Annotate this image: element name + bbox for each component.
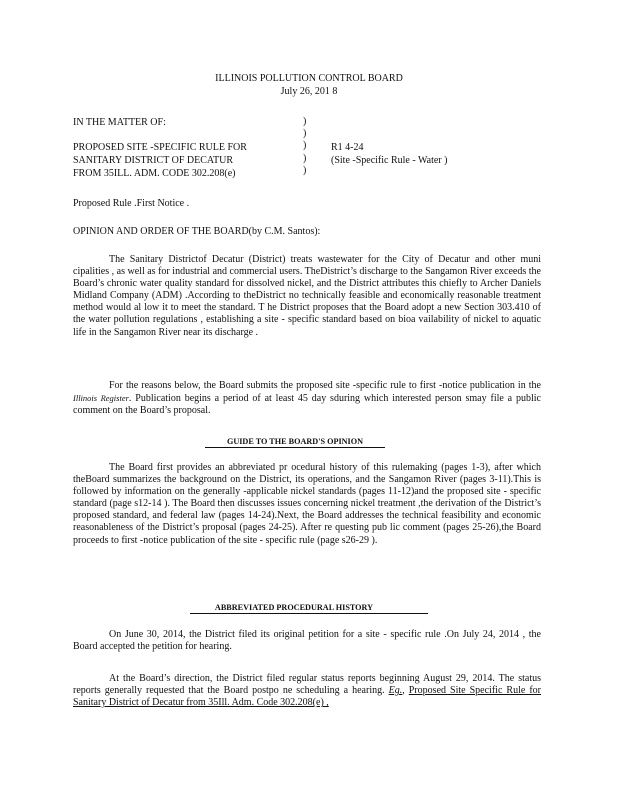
paragraph-background: [73, 254, 541, 339]
paragraph-text: For the reasons below, the Board submits the proposed site -specific rule to first -notice publication in the: [109, 380, 541, 391]
paragraph-petition: [73, 629, 541, 653]
paragraph-first-notice: [73, 380, 541, 417]
first-notice-label: Proposed Rule .First Notice .: [73, 198, 190, 209]
paren: ): [303, 128, 307, 140]
document-date: July 26, 201 8: [280, 86, 338, 97]
agency-title: ILLINOIS POLLUTION CONTROL BOARD: [215, 73, 403, 84]
paragraph-text: . Publication begins a period of at least 45 day sduring which interested person smay file a public comment on the Board’s proposal.: [73, 393, 541, 417]
procedural-history-heading: ABBREVIATED PROCEDURAL HISTORY: [214, 603, 374, 612]
paragraph-text: The Sanitary Districtof Decatur (District) treats wastewater for the City of Decatur and other muni cipalities , as well as for industrial and commercial users. TheDistrict’s discharge to the Sangamon River exceeds the Board’s chronic water quality standard for dissolved nickel, and the District attributes this chiefly to Archer Daniels Midland Company (ADM) .According to theDistrict no technically feasible and economically reasonable treatment method would al low it to meet the standard. T he District proposes that the Board adopt a new Section 303.410 of the water pollution regulations , establishing a site - specific standard based on bioa vailability of nickel to aquatic life in the Sangamon River near its discharge .: [73, 254, 541, 338]
case-citation: Proposed Site Specific Rule for Sanitary District of Decatur from 35Ill. Adm. Code 302.208(e) ,: [73, 685, 541, 709]
caption-parentheses: [303, 116, 311, 177]
eg-abbreviation: Eg.: [388, 685, 403, 697]
docket-number: R1 4-24: [331, 142, 364, 153]
paragraph-status-reports: [73, 673, 541, 709]
caption-line-3: FROM 35ILL. ADM. CODE 302.208(e): [73, 168, 236, 179]
guide-heading: GUIDE TO THE BOARD'S OPINION: [226, 437, 364, 446]
paren: ): [303, 140, 307, 152]
paragraph-text: The Board first provides an abbreviated pr ocedural history of this rulemaking (pages 1-3), after which theBoard summarizes the background on the District, its operations, and the Sangamon River (pages 3-11).This is followed by information on the generally -applicable nickel standards (pages 11-12)and the proposed site - specific standard (page s12-14 ). The Board then discusses issues concerning nickel treatment ,the derivation of the District’s proposed standard, and federal law (pages 14-24).Next, the Board addresses the technical feasibility and economic reasonableness of the District’s proposal (pages 24-25). After re questing pub lic comment (pages 25-26),the Board proceeds to first -notice publication of the site - specific rule (page s26-29 ).: [73, 462, 541, 546]
paragraph-text: On June 30, 2014, the District filed its original petition for a site - specific rule .On July 24, 2014 , the Board accepted the petition for hearing.: [73, 629, 541, 653]
paren: ): [303, 164, 307, 176]
caption-line-2: SANITARY DISTRICT OF DECATUR: [73, 155, 234, 166]
paragraph-text: At the Board’s direction, the District filed regular status reports beginning August 29, 2014. The status reports generally requested that the Board postpo ne scheduling a hearing.: [73, 673, 541, 697]
procedural-history-underline: [190, 613, 428, 614]
opinion-heading: OPINION AND ORDER OF THE BOARD(by C.M. Santos):: [73, 226, 321, 237]
in-the-matter-label: IN THE MATTER OF:: [73, 117, 166, 128]
paragraph-text: ,: [402, 685, 405, 697]
paren: ): [303, 116, 307, 127]
paragraph-guide: [73, 462, 541, 547]
guide-heading-underline: [205, 447, 385, 448]
docket-type: (Site -Specific Rule - Water ): [331, 155, 448, 166]
paren: ): [303, 152, 307, 164]
caption-line-1: PROPOSED SITE -SPECIFIC RULE FOR: [73, 142, 247, 153]
illinois-register-title: Illinois Register: [73, 393, 129, 404]
